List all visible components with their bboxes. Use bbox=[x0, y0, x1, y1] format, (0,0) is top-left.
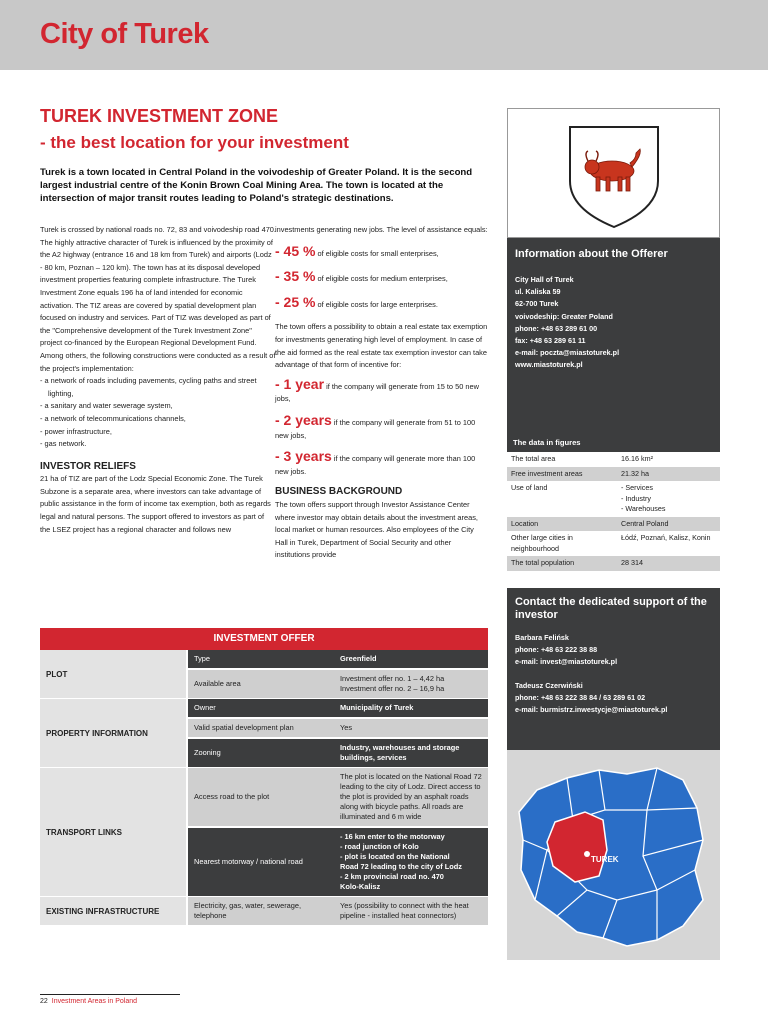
figures-key: The total area bbox=[511, 454, 556, 463]
offer-group bbox=[40, 650, 488, 699]
intro-paragraph: Turek is a town located in Central Poland in the voivodeship of Greater Poland. It is the second largest industrial centre of the Konin Brown Coal Mining Area. The town is located at the intersection of major transit routes leading to Poland's strategic destinations. bbox=[40, 167, 473, 204]
page-title: City of Turek bbox=[40, 18, 209, 50]
offer-group-rows bbox=[188, 768, 488, 896]
section-heading: BUSINESS BACKGROUND bbox=[275, 486, 403, 498]
exemption-years: - 1 year bbox=[275, 375, 325, 392]
investment-offer-table bbox=[40, 628, 488, 926]
list-item: - a sanitary and water sewerage system, bbox=[40, 401, 173, 411]
figures-value: Łódź, Poznań, Kalisz, Konin bbox=[621, 533, 711, 542]
contact-heading: Contact the dedicated support of the investor bbox=[515, 596, 707, 621]
paragraph: Turek is crossed by national roads no. 72, 83 and voivodeship road 470. The highly attractive character of Turek is influenced by the proximity of the A2 highway (entrance 16 and 18 km from Turek) and airports (Lodz - 80 km, Poznan – 120 km). The town has at its disposal developed investment properties featuring complete infrastructure. The Turek Investment Zone equals 196 ha of land intended for economic activation. The TIZ areas are covered by spatial development plan focused on industry and services. Part of TIZ was developed as part of the "Comprehensive development of the Turek Investment Zone" project co-financed by the European Regional Development Fund. Among others, the following constructions were conducted as a result of the project's implementation: bbox=[40, 225, 276, 373]
offer-heading: INVESTMENT OFFER bbox=[40, 628, 488, 650]
figures-value: 21.32 ha bbox=[621, 468, 649, 478]
offerer-line: City Hall of Turek bbox=[515, 275, 574, 284]
offerer-heading: Information about the Offerer bbox=[515, 248, 668, 260]
table-row bbox=[188, 828, 488, 896]
figures-value: Central Poland bbox=[621, 518, 669, 528]
figures-row bbox=[507, 481, 720, 517]
paragraph: The town offers support through Investor Assistance Center where investor may obtain details about the investment areas, local market or human resources. Also employees of the City Hall in Turek, Department of Social Security and other institutions provide bbox=[275, 499, 478, 560]
coat-of-arms-box bbox=[507, 108, 720, 238]
offer-field: Available area bbox=[194, 679, 241, 688]
assistance-item bbox=[275, 270, 488, 286]
column-left bbox=[40, 224, 276, 536]
table-row bbox=[188, 897, 488, 925]
poland-map bbox=[507, 750, 720, 960]
figures-value: 16.16 km² bbox=[621, 454, 653, 463]
table-row bbox=[188, 699, 488, 719]
figures-row bbox=[507, 452, 720, 467]
zone-title: TUREK INVESTMENT ZONE bbox=[40, 106, 279, 126]
assistance-text: of eligible costs for medium enterprises, bbox=[317, 274, 448, 284]
offer-value: - 16 km enter to the motorway - road junction of Kolo - plot is located on the National Road 72 leading to the city of Lodz - 2 km provincial road no. 470 Kolo-Kalisz bbox=[340, 832, 462, 891]
figures-row bbox=[507, 556, 720, 571]
exemption-item bbox=[275, 411, 488, 442]
offer-value: Investment offer no. 1 – 4,42 ha Investment offer no. 2 – 16,9 ha bbox=[340, 674, 445, 693]
offer-group bbox=[40, 768, 488, 897]
bull-crest-icon bbox=[508, 109, 721, 239]
list-item: - power infrastructure, bbox=[40, 426, 112, 436]
assistance-percent: - 35 % bbox=[275, 268, 316, 285]
figures-key: Location bbox=[511, 518, 539, 528]
exemption-item bbox=[275, 450, 488, 478]
contact-spacer bbox=[515, 668, 712, 680]
figures-heading: The data in figures bbox=[507, 434, 720, 452]
contact-line: Barbara Felińsk bbox=[515, 633, 569, 642]
figures-key: Free investment areas bbox=[511, 468, 583, 478]
offerer-line: 62-700 Turek bbox=[515, 299, 559, 309]
offer-field: Access road to the plot bbox=[194, 792, 270, 801]
paragraph: investments generating new jobs. The level of assistance equals: bbox=[275, 225, 488, 234]
assistance-item bbox=[275, 242, 488, 261]
offer-group bbox=[40, 699, 488, 768]
contact-line: phone: +48 63 222 38 88 bbox=[515, 645, 598, 654]
page-footer bbox=[40, 998, 137, 1005]
offer-body bbox=[40, 650, 488, 926]
offer-value: The plot is located on the National Road 72 leading to the city of Lodz. Direct access to the plot is provided by an asphalt roads along with bicycle paths. All roads are illuminated and 6 m wide bbox=[340, 772, 482, 821]
exemption-text: if the company will generate from 51 to 100 new jobs, bbox=[275, 417, 476, 440]
paragraph: 21 ha of TIZ are part of the Lodz Special Economic Zone. The Turek Subzone is a separate area, where investors can take advantage of public assistance in the form of income tax exemption, both as regards legal and natural persons. The support offered to investors as part of the LSEZ project has a regional character and follows new bbox=[40, 474, 271, 534]
figures-table bbox=[507, 452, 720, 571]
offerer-line: phone: +48 63 289 61 00 bbox=[515, 323, 598, 333]
figures-row bbox=[507, 531, 720, 556]
footer-divider bbox=[40, 994, 180, 995]
assistance-percent: - 45 % bbox=[275, 242, 316, 259]
offer-group-label: EXISTING INFRASTRUCTURE bbox=[40, 897, 188, 925]
poland-map-icon bbox=[507, 750, 720, 960]
offer-field: Owner bbox=[194, 703, 216, 712]
footer-text: Investment Areas in Poland bbox=[51, 998, 138, 1005]
figures-value: - Services - Industry - Warehouses bbox=[621, 483, 666, 513]
contact-email[interactable]: e-mail: invest@miastoturek.pl bbox=[515, 657, 618, 666]
exemption-item bbox=[275, 375, 488, 406]
list-item: - a network of roads including pavements, cycling paths and street lighting, bbox=[40, 376, 257, 398]
figures-value: 28 314 bbox=[621, 558, 643, 567]
offer-value: Yes (possibility to connect with the heat pipeline - installed heat connectors) bbox=[340, 901, 469, 920]
offerer-line: ul. Kaliska 59 bbox=[515, 287, 561, 297]
offer-group-label: PLOT bbox=[40, 650, 188, 698]
assistance-percent: - 25 % bbox=[275, 293, 316, 310]
page-header bbox=[0, 0, 768, 70]
offer-group-rows bbox=[188, 699, 488, 767]
contact-line: Tadeusz Czerwiński bbox=[515, 681, 583, 690]
offer-value: Municipality of Turek bbox=[340, 703, 414, 712]
table-row bbox=[188, 739, 488, 767]
offer-value: Yes bbox=[340, 723, 353, 732]
section-heading: INVESTOR RELIEFS bbox=[40, 460, 136, 472]
contact-email[interactable]: e-mail: burmistrz.inwestycje@miastoturek.pl bbox=[515, 705, 668, 714]
offer-group-rows bbox=[188, 897, 488, 925]
offer-field: Zooning bbox=[194, 748, 221, 757]
paragraph: The town offers a possibility to obtain a real estate tax exemption for investments generating high level of employment. In case of the aid formed as the real estate tax exemption investor can take advantage of that form of incentive for: bbox=[275, 322, 488, 370]
offer-field: Electricity, gas, water, sewerage, telephone bbox=[194, 901, 302, 920]
assistance-text: of eligible costs for large enterprises. bbox=[317, 299, 438, 309]
contact-line: phone: +48 63 222 38 84 / 63 289 61 02 bbox=[515, 693, 646, 702]
table-row bbox=[188, 719, 488, 739]
table-row bbox=[188, 650, 488, 670]
offerer-line: voivodeship: Greater Poland bbox=[515, 311, 613, 321]
figures-row bbox=[507, 517, 720, 532]
list-item: - gas network. bbox=[40, 439, 87, 449]
page-number: 22 bbox=[40, 998, 48, 1005]
offer-group-label: PROPERTY INFORMATION bbox=[40, 699, 188, 767]
map-label: TUREK bbox=[591, 855, 619, 864]
offer-value: Greenfield bbox=[340, 654, 377, 663]
table-row bbox=[188, 670, 488, 698]
table-row bbox=[188, 768, 488, 828]
list-item: - a network of telecommunications channels, bbox=[40, 413, 186, 423]
assistance-text: of eligible costs for small enterprises, bbox=[317, 248, 439, 258]
offer-group-rows bbox=[188, 650, 488, 698]
figures-key: Use of land bbox=[511, 483, 548, 492]
contact-panel bbox=[507, 588, 720, 750]
exemption-text: if the company will generate from 15 to 50 new jobs, bbox=[275, 381, 479, 404]
figures-key: Other large cities in neighbourhood bbox=[511, 533, 573, 553]
exemption-text: if the company will generate more than 100 new jobs. bbox=[275, 454, 476, 476]
offer-group bbox=[40, 897, 488, 926]
exemption-years: - 2 years bbox=[275, 411, 332, 428]
offerer-email[interactable]: e-mail: poczta@miastoturek.pl bbox=[515, 348, 620, 358]
offerer-info-panel bbox=[507, 238, 720, 452]
project-list bbox=[40, 375, 276, 451]
zone-subtitle: - the best location for your investment bbox=[40, 133, 349, 152]
offer-group-label: TRANSPORT LINKS bbox=[40, 768, 188, 896]
assistance-item bbox=[275, 293, 488, 312]
offer-field: Nearest motorway / national road bbox=[194, 857, 303, 866]
column-right bbox=[275, 224, 488, 562]
figures-key: The total population bbox=[511, 558, 575, 567]
offerer-line: fax: +48 63 289 61 11 bbox=[515, 336, 586, 346]
offer-field: Valid spatial development plan bbox=[194, 723, 294, 732]
exemption-years: - 3 years bbox=[275, 448, 332, 465]
offer-field: Type bbox=[194, 654, 211, 663]
offer-value: Industry, warehouses and storage buildings, services bbox=[340, 743, 460, 762]
figures-row bbox=[507, 467, 720, 482]
offerer-website[interactable]: www.miastoturek.pl bbox=[515, 360, 583, 370]
